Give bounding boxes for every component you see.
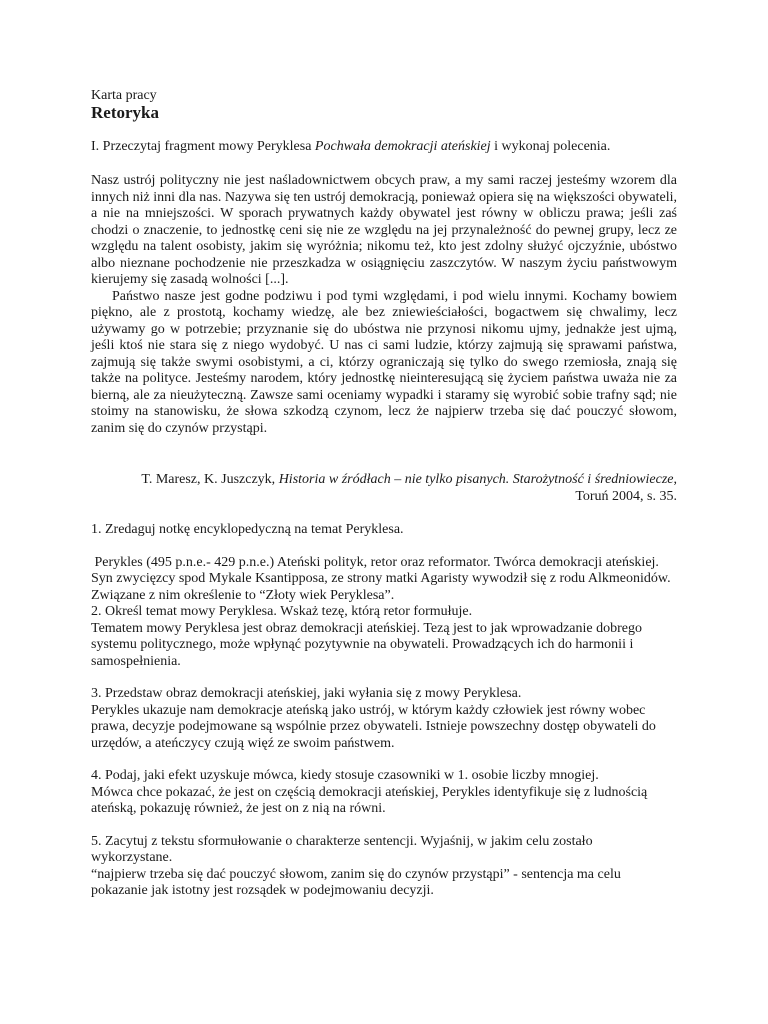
task-1-answer: Perykles (495 p.n.e.- 429 p.n.e.) Ateński polityk, retor oraz reformator. Twórca demokracji ateńskiej. Syn zwycięzcy spod Mykale Ksantipposa, ze strony matki Agaristy wywodził się z rodu Alkmeonidów. Związane z nim określenie to “Złoty wiek Peryklesa”.: [91, 554, 675, 603]
task-2-prompt: 2. Określ temat mowy Peryklesa. Wskaż tezę, którą retor formułuje.: [91, 604, 473, 619]
source-authors: T. Maresz, K. Juszczyk,: [141, 472, 279, 487]
task-4-answer: Mówca chce pokazać, że jest on częścią demokracji ateńskiej, Perykles identyfikuje się z ludnością ateńską, pokazuję również, że jest on z nią na równi.: [91, 784, 648, 816]
speech-excerpt: [91, 173, 677, 437]
spacer: [91, 752, 677, 768]
task-5-prompt: 5. Zacytuj z tekstu sformułowanie o charakterze sentencji. Wyjaśnij, w jakim celu zostało wykorzystane.: [91, 833, 593, 865]
source-place-date: Toruń 2004, s. 35.: [575, 489, 677, 504]
spacer: [91, 670, 677, 686]
intro-suffix: i wykonaj polecenia.: [490, 139, 611, 154]
worksheet-title: Retoryka: [91, 103, 159, 122]
spacer: [91, 539, 677, 555]
worksheet-label: Karta pracy: [91, 88, 157, 103]
source-citation: [91, 472, 677, 489]
speech-paragraph-1: Nasz ustrój polityczny nie jest naśladownictwem obcych praw, a my sami raczej jesteśmy wzorem dla innych niż inni dla nas. Nazywa się ten ustrój demokracją, ponieważ opiera się na większości obywateli, a nie na mniejszości. W sporach prywatnych każdy obywatel jest równy w obliczu prawa; jeśli zaś chodzi o znaczenie, to jednostkę ceni się nie ze względu na jej przynależność do pewnej grupy, lecz ze względu na talent osobisty, jakim się wyróżnia; nikomu też, kto jest zdolny służyć ojczyźnie, ubóstwo albo nieznane pochodzenie nie przeszkadza w osiągnięciu zaszczytów. W naszym życiu państwowym kierujemy się zasadą wolności [...].: [91, 173, 677, 287]
intro-instruction: [91, 139, 677, 156]
speech-paragraph-2: Państwo nasze jest godne podziwu i pod tymi względami, i pod wielu innymi. Kochamy bowiem piękno, ale z prostotą, kochamy wiedzę, ale bez zniewieściałości, bogactwem się chwalimy, lecz używamy go w potrzebie; przyznanie się do ubóstwa nie przynosi nikomu ujmy, jednakże jest ujmą, jeśli ktoś nie stara się z niego wydobyć. U nas ci sami ludzie, którzy zajmują się sprawami państwa, zajmują się także swymi osobistymi, a ci, którzy ograniczają się tylko do swego rzemiosła, znają się także na polityce. Jesteśmy narodem, który jednostkę nieinteresującą się życiem państwa uważa nie za bierną, ale za nieużyteczną. Zawsze sami oceniamy wypadki i staramy się wyrobić sobie trafny sąd; nie stoimy na stanowisku, że słowa szkodzą czynom, lecz że najpierw trzeba się dać pouczyć słowom, zanim się do czynów przystąpi.: [91, 288, 677, 436]
intro-prefix: I. Przeczytaj fragment mowy Peryklesa: [91, 139, 315, 154]
task-1-prompt: 1. Zredaguj notkę encyklopedyczną na temat Peryklesa.: [91, 522, 404, 537]
source-comma: ,: [673, 472, 677, 487]
task-2-answer: Tematem mowy Peryklesa jest obraz demokracji ateńskiej. Tezą jest to jak wprowadzanie dobrego systemu politycznego, może wpłynąć pozytywnie na obywateli. Prowadzących ich do harmonii i samospełnienia.: [91, 620, 642, 669]
intro-work-title: Pochwała demokracji ateńskiej: [314, 139, 491, 154]
source-title: Historia w źródłach – nie tylko pisanych. Starożytność i średniowiecze: [278, 472, 674, 487]
spacer: [91, 818, 677, 834]
task-3-prompt: 3. Przedstaw obraz demokracji ateńskiej, jaki wyłania się z mowy Peryklesa.: [91, 686, 522, 701]
task-5-answer: “najpierw trzeba się dać pouczyć słowom, zanim się do czynów przystąpi” - sentencja ma celu pokazanie jak istotny jest rozsądek w podejmowaniu decyzji.: [91, 866, 621, 898]
task-4-prompt: 4. Podaj, jaki efekt uzyskuje mówca, kiedy stosuje czasowniki w 1. osobie liczby mnogiej.: [91, 768, 599, 783]
task-list: [91, 522, 677, 900]
task-3-answer: Perykles ukazuje nam demokracje ateńską jako ustrój, w którym każdy człowiek jest równy wobec prawa, decyzje podejmowane są wspólnie przez obywateli. Istnieje powszechny dostęp obywateli do urzędów, a ateńczycy czują więź ze swoim państwem.: [91, 702, 656, 751]
